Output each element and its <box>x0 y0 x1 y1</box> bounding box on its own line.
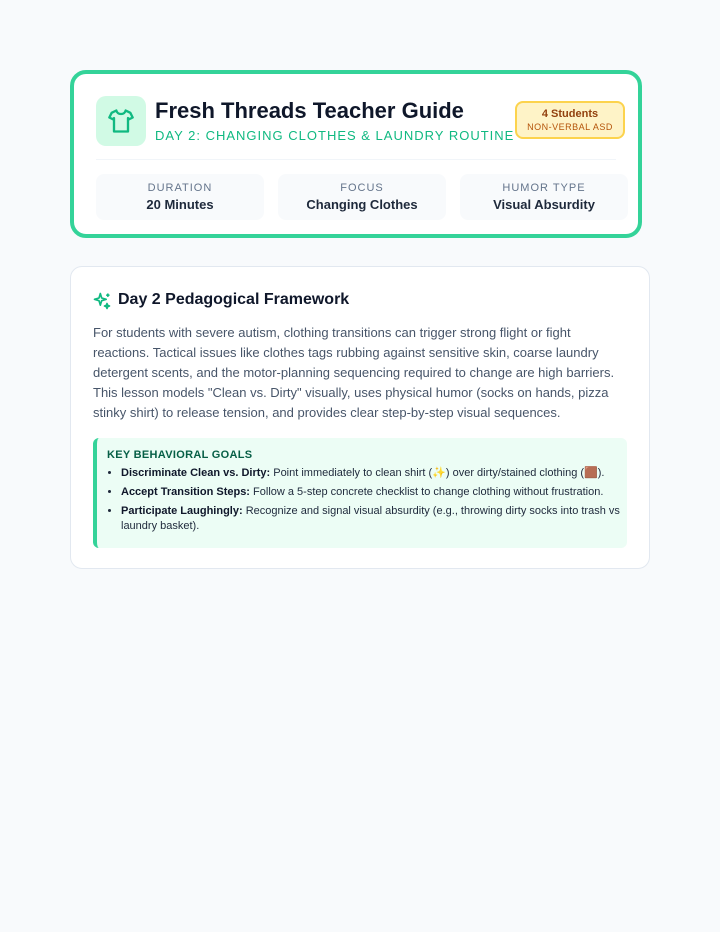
behavioral-goals-box <box>93 438 627 548</box>
badge-count: 4 Students <box>541 108 599 120</box>
stat-label: DURATION <box>147 182 213 194</box>
stat-value: 20 Minutes <box>146 197 214 212</box>
list-item <box>121 504 631 534</box>
logo <box>96 96 146 146</box>
goal-label: Accept Transition Steps: <box>121 486 250 498</box>
goals-title: KEY BEHAVIORAL GOALS <box>107 449 253 461</box>
stat-value: Visual Absurdity <box>493 197 595 212</box>
stat-duration <box>96 174 264 220</box>
student-badge <box>515 101 625 139</box>
stat-label: FOCUS <box>340 182 384 194</box>
list-item <box>121 466 631 481</box>
badge-label: NON-VERBAL ASD <box>527 122 613 132</box>
sparkle-icon <box>92 291 112 311</box>
stat-value: Changing Clothes <box>306 197 418 212</box>
section-title: Day 2 Pedagogical Framework <box>118 291 350 308</box>
divider <box>96 159 616 160</box>
goal-label: Discriminate Clean vs. Dirty: <box>121 467 271 479</box>
goal-text: Point immediately to clean shirt (✨) over dirty/stained clothing (🟫). <box>270 467 605 479</box>
stat-focus <box>278 174 446 220</box>
goal-text: Follow a 5-step concrete checklist to change clothing without frustration. <box>249 486 604 498</box>
goals-list <box>107 466 631 538</box>
t-shirt-icon <box>107 107 135 135</box>
page-subtitle: DAY 2: CHANGING CLOTHES & LAUNDRY ROUTINE <box>155 128 515 143</box>
header-card <box>70 70 642 238</box>
page-title: Fresh Threads Teacher Guide <box>155 98 464 123</box>
framework-description: For students with severe autism, clothing transitions can trigger strong flight or fight reactions. Tactical issues like clothes tags rubbing against sensitive skin, coarse laundry detergent scents, and the motor-planning sequencing required to change are high barriers. This lesson models "Clean vs. Dirty" visually, uses physical humor (socks on hands, pizza stinky shirt) to release tension, and provides clear step-by-step visual sequences. <box>93 325 615 420</box>
goal-text: Recognize and signal visual absurdity (e.g., throwing dirty socks into trash vs laundry basket). <box>121 505 620 532</box>
list-item <box>121 485 631 500</box>
stat-humor-type <box>460 174 628 220</box>
stat-label: HUMOR TYPE <box>502 182 586 194</box>
goal-label: Participate Laughingly: <box>121 505 243 517</box>
framework-card <box>70 266 650 569</box>
